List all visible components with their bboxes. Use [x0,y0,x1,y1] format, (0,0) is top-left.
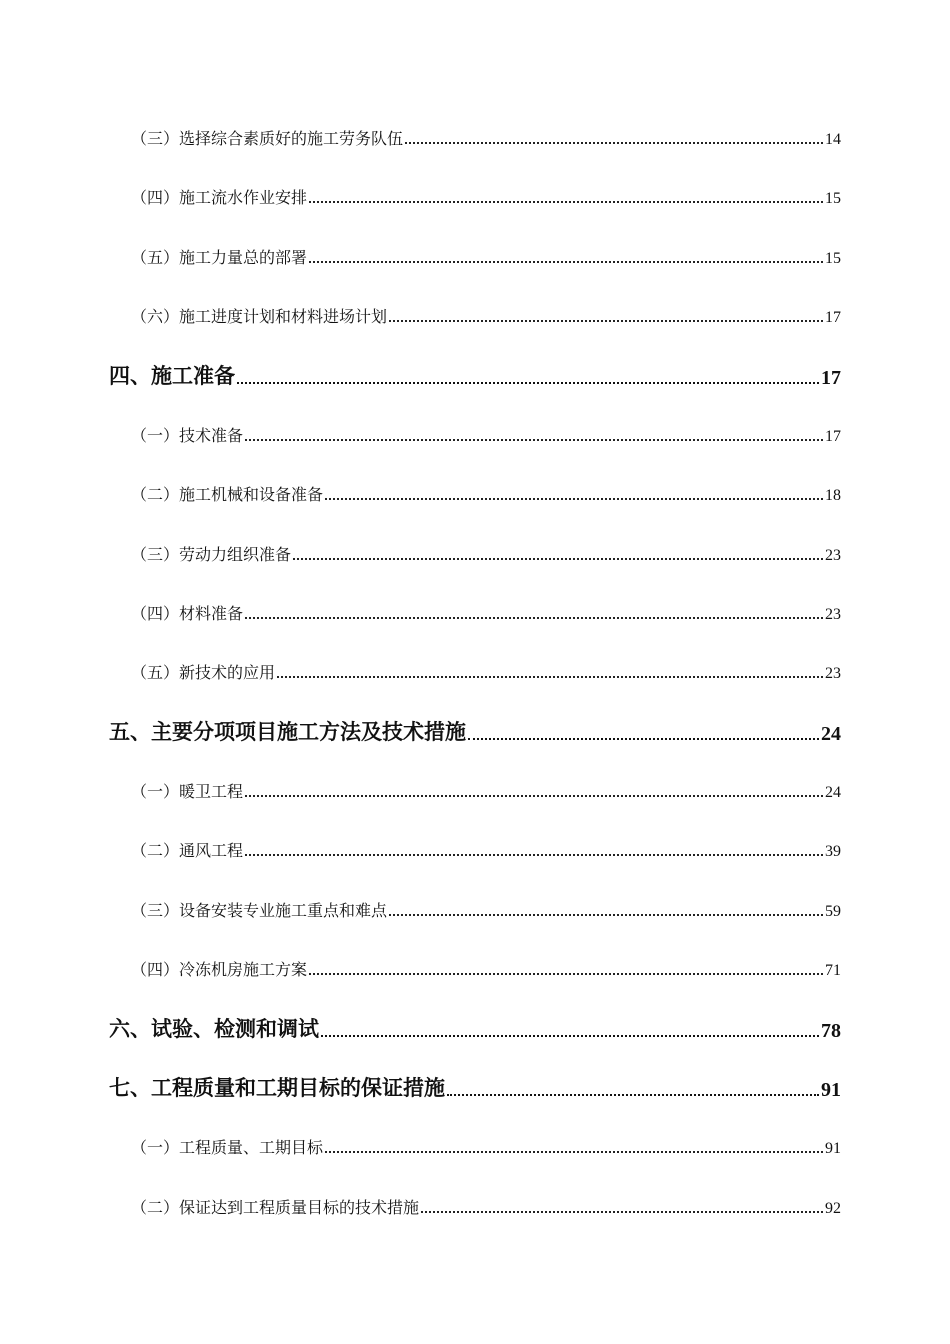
toc-entry-title: （五）新技术的应用 [131,663,276,682]
toc-entry[interactable] [131,127,841,149]
toc-entry[interactable] [131,839,841,861]
toc-entry-title: （四）施工流水作业安排 [131,188,308,207]
toc-entry-title: （三）选择综合素质好的施工劳务队伍 [131,129,404,148]
toc-chapter-title: 四、施工准备 [109,363,235,388]
toc-page-number: 24 [825,784,841,801]
toc-entry-title: （六）施工进度计划和材料进场计划 [131,307,388,326]
toc-dot-leader [293,558,823,560]
toc-chapter-entry[interactable] [109,1015,841,1043]
toc-dot-leader [389,320,823,322]
toc-entry[interactable] [131,246,841,268]
toc-entry[interactable] [131,543,841,565]
toc-page-number: 71 [825,962,841,979]
toc-chapter-entry[interactable] [109,362,841,390]
toc-chapter-entry[interactable] [109,1074,841,1102]
toc-chapter-title: 五、主要分项项目施工方法及技术措施 [109,719,466,744]
toc-entry-title: （四）材料准备 [131,604,244,623]
toc-dot-leader [447,1094,819,1096]
toc-chapter-title: 七、工程质量和工期目标的保证措施 [109,1075,445,1100]
toc-page-number: 24 [821,723,841,745]
toc-entry[interactable] [131,661,841,683]
toc-entry[interactable] [131,305,841,327]
toc-entry[interactable] [131,424,841,446]
toc-dot-leader [321,1035,819,1037]
toc-page-number: 14 [825,131,841,148]
toc-dot-leader [421,1211,823,1213]
toc-page-number: 91 [825,1140,841,1157]
toc-page-number: 17 [825,309,841,326]
toc-entry-title: （三）设备安装专业施工重点和难点 [131,901,388,920]
toc-dot-leader [325,1151,823,1153]
toc-page-number: 17 [825,428,841,445]
toc-entry[interactable] [131,1136,841,1158]
toc-page-number: 23 [825,547,841,564]
toc-entry[interactable] [131,958,841,980]
toc-entry[interactable] [131,899,841,921]
toc-entry-title: （二）保证达到工程质量目标的技术措施 [131,1198,420,1217]
toc-page-number: 23 [825,665,841,682]
toc-dot-leader [405,142,823,144]
toc-chapter-entry[interactable] [109,718,841,746]
toc-dot-leader [237,382,819,384]
toc-entry[interactable] [131,483,841,505]
toc-dot-leader [309,201,823,203]
toc-entry[interactable] [131,1196,841,1218]
toc-entry-title: （一）工程质量、工期目标 [131,1138,324,1157]
toc-entry[interactable] [131,602,841,624]
toc-dot-leader [245,795,823,797]
toc-chapter-title: 六、试验、检测和调试 [109,1016,319,1041]
toc-entry-title: （四）冷冻机房施工方案 [131,960,308,979]
toc-page-number: 15 [825,250,841,267]
toc-page-number: 39 [825,843,841,860]
toc-entry[interactable] [131,780,841,802]
toc-dot-leader [468,738,819,740]
toc-entry-title: （一）技术准备 [131,426,244,445]
toc-dot-leader [309,973,823,975]
toc-dot-leader [389,914,823,916]
toc-dot-leader [245,439,823,441]
toc-page-number: 17 [821,367,841,389]
toc-entry[interactable] [131,186,841,208]
toc-page-number: 91 [821,1079,841,1101]
toc-entry-title: （二）施工机械和设备准备 [131,485,324,504]
toc-page-number: 59 [825,903,841,920]
toc-page-number: 92 [825,1200,841,1217]
toc-page-number: 15 [825,190,841,207]
toc-page-number: 18 [825,487,841,504]
toc-dot-leader [309,261,823,263]
toc-dot-leader [245,617,823,619]
toc-page-number: 23 [825,606,841,623]
toc-entry-title: （一）暖卫工程 [131,782,244,801]
toc-entry-title: （五）施工力量总的部署 [131,248,308,267]
toc-page-number: 78 [821,1020,841,1042]
toc-dot-leader [277,676,823,678]
toc-entry-title: （三）劳动力组织准备 [131,545,292,564]
toc-dot-leader [325,498,823,500]
toc-entry-title: （二）通风工程 [131,841,244,860]
toc-dot-leader [245,854,823,856]
